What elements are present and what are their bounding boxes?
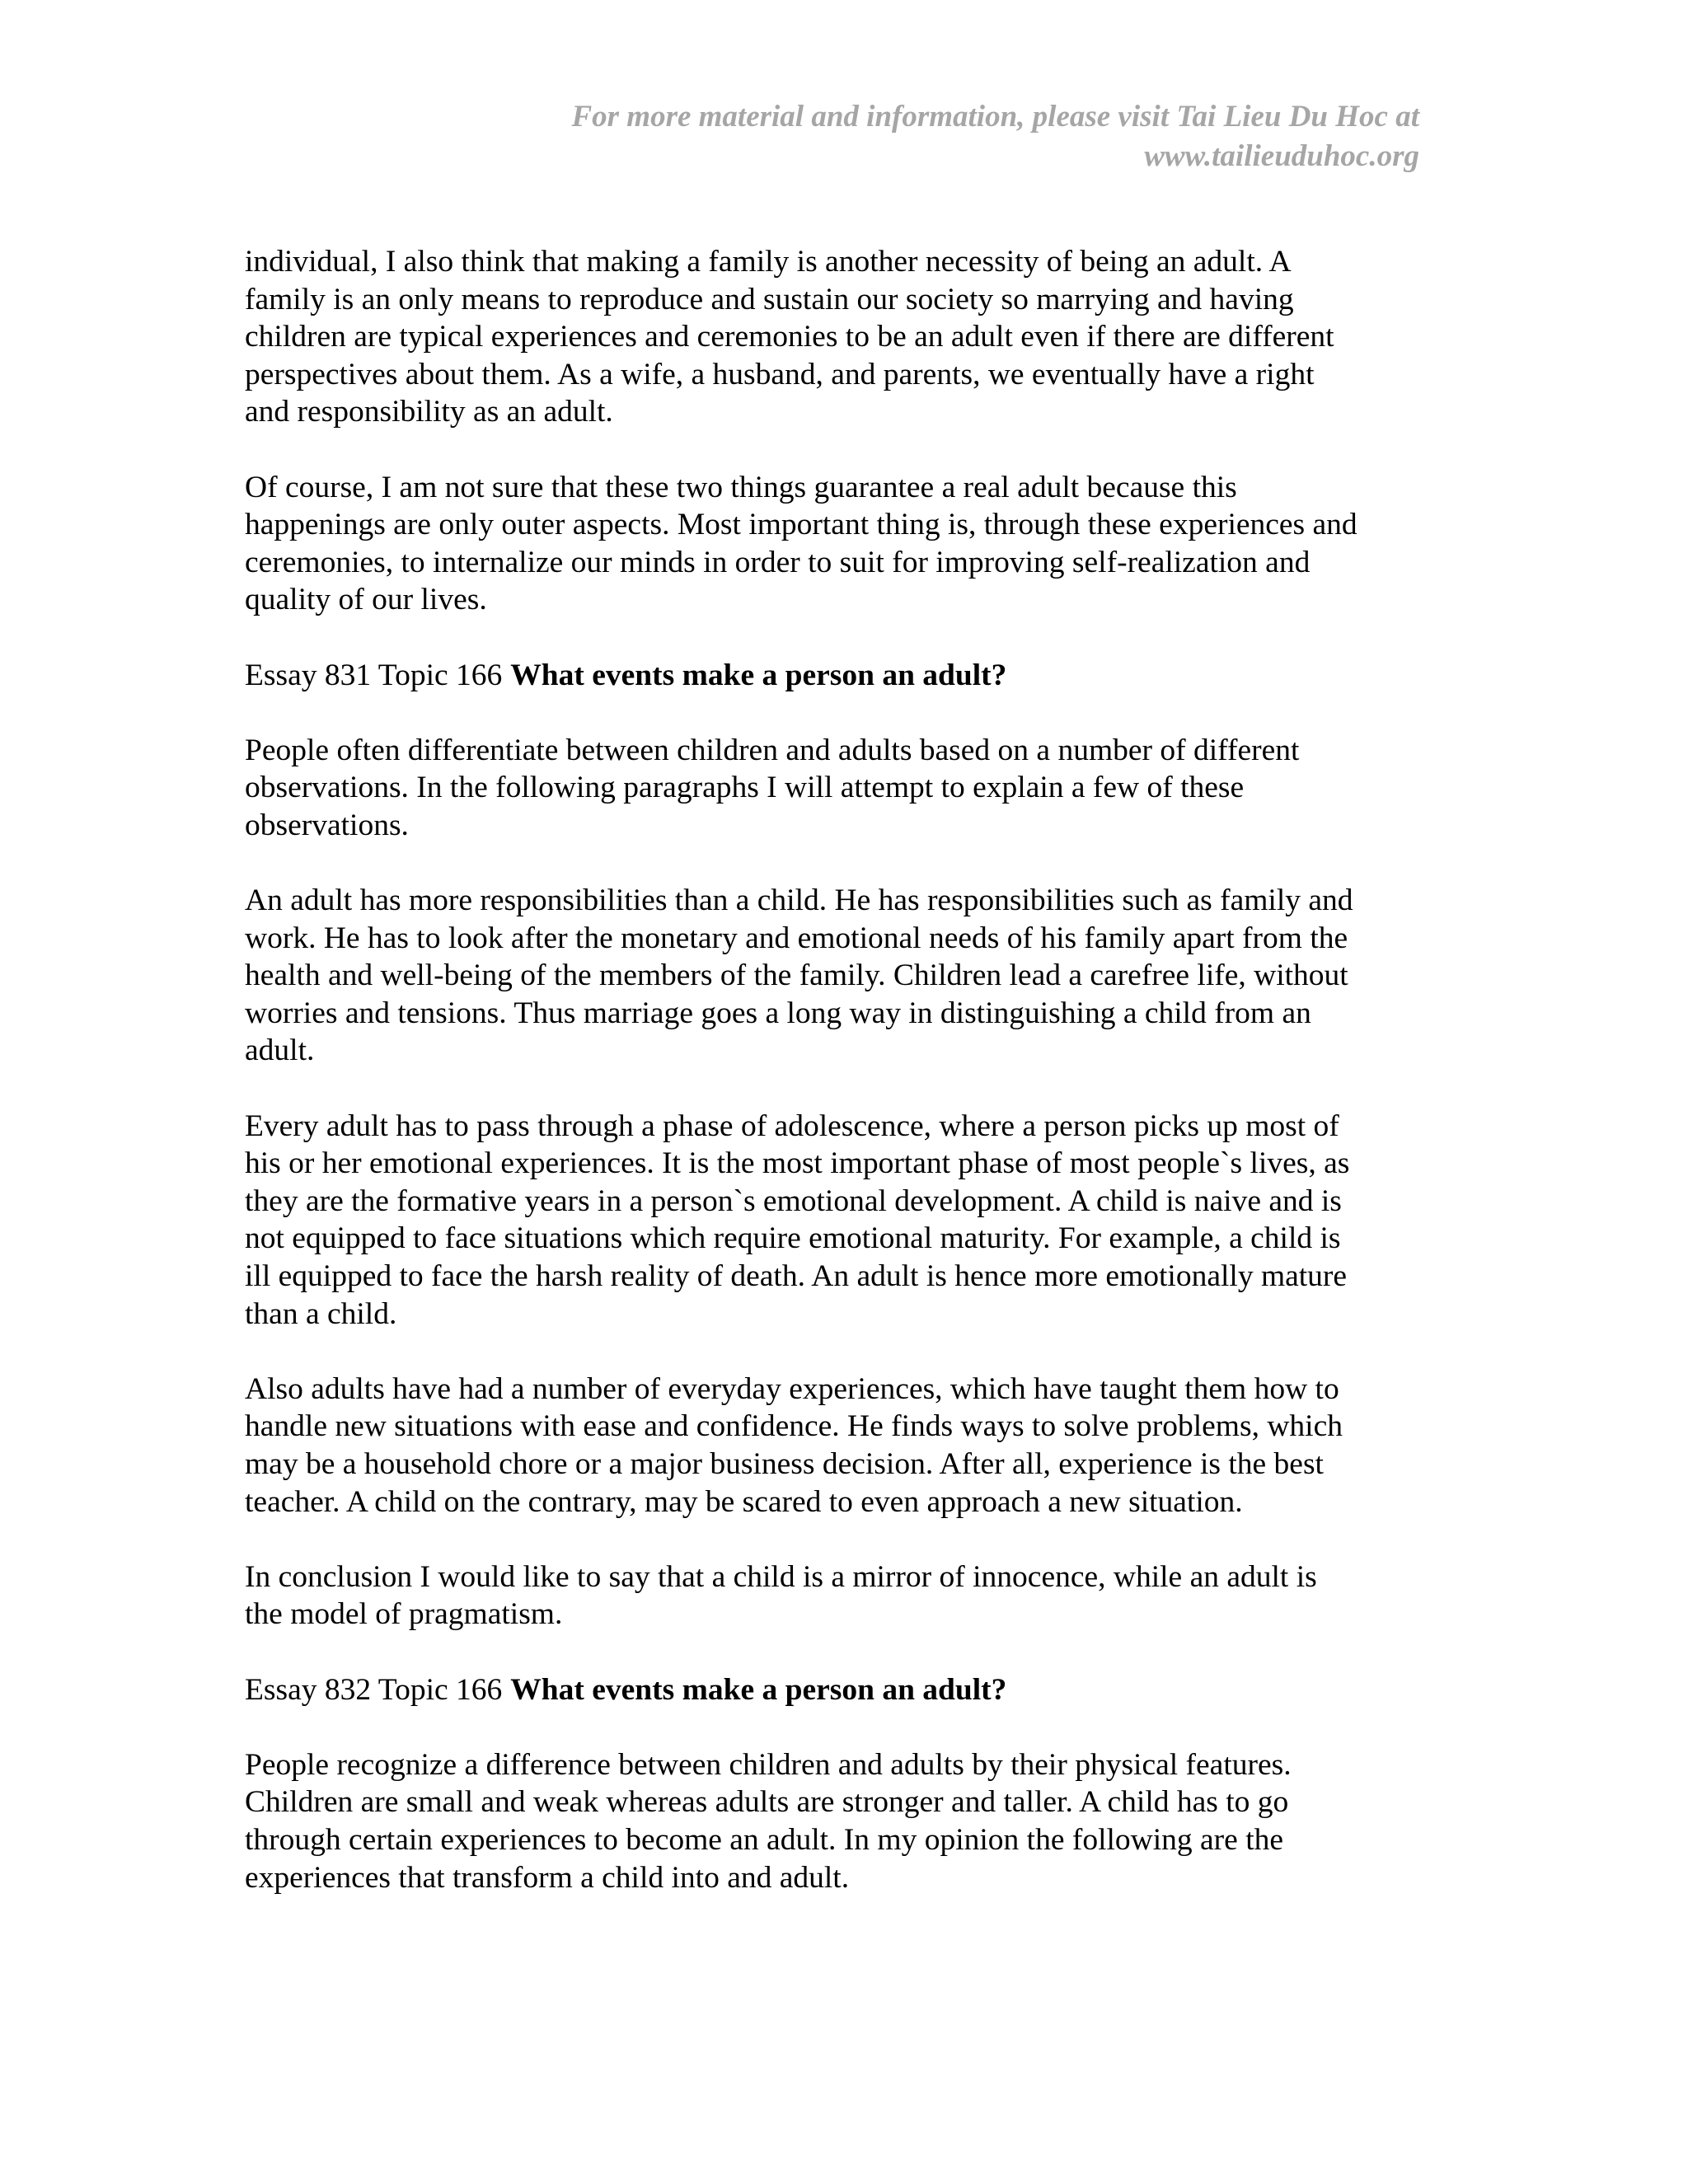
paragraph-line: work. He has to look after the monetary and emotional needs of his family apart from the: [245, 921, 1348, 955]
paragraph: [245, 469, 1432, 619]
essay-heading: [245, 1671, 1432, 1709]
paragraph-line: individual, I also think that making a family is another necessity of being an adult. A: [245, 245, 1292, 279]
paragraph: [245, 1558, 1432, 1633]
paragraph-line: adult.: [245, 1033, 315, 1068]
paragraph-line: happenings are only outer aspects. Most important thing is, through these experiences and: [245, 508, 1357, 542]
paragraph-line: experiences that transform a child into and adult.: [245, 1860, 850, 1895]
paragraph-line: perspectives about them. As a wife, a husband, and parents, we eventually have a right: [245, 357, 1315, 391]
paragraph-line: health and well-being of the members of the family. Children lead a carefree life, without: [245, 958, 1348, 993]
paragraph: [245, 243, 1432, 431]
paragraph-line: worries and tensions. Thus marriage goes a long way in distinguishing a child from an: [245, 996, 1311, 1030]
paragraph-line: People recognize a difference between children and adults by their physical features.: [245, 1747, 1292, 1782]
paragraph-line: ceremonies, to internalize our minds in order to suit for improving self-realization and: [245, 545, 1311, 579]
paragraph: [245, 882, 1432, 1070]
paragraph-line: may be a household chore or a major business decision. After all, experience is the best: [245, 1447, 1324, 1481]
paragraph-line: observations. In the following paragraphs I will attempt to explain a few of these: [245, 771, 1245, 805]
paragraph-line: People often differentiate between children and adults based on a number of different: [245, 733, 1300, 767]
essay-label: Essay 832 Topic 166: [245, 1672, 503, 1707]
paragraph-line: not equipped to face situations which require emotional maturity. For example, a child is: [245, 1221, 1341, 1256]
essay-heading: [245, 657, 1432, 695]
paragraph-line: Every adult has to pass through a phase of adolescence, where a person picks up most of: [245, 1108, 1339, 1143]
paragraph-line: Of course, I am not sure that these two things guarantee a real adult because this: [245, 470, 1237, 504]
paragraph-line: Also adults have had a number of everyday experiences, which have taught them how to: [245, 1371, 1339, 1406]
paragraph: [245, 732, 1432, 845]
paragraph-line: handle new situations with ease and confidence. He finds ways to solve problems, which: [245, 1409, 1343, 1444]
paragraph-line: quality of our lives.: [245, 583, 487, 617]
paragraph: [245, 1371, 1432, 1521]
paragraph-line: the model of pragmatism.: [245, 1597, 563, 1632]
paragraph-line: they are the formative years in a person`s emotional development. A child is naive and is: [245, 1183, 1342, 1218]
paragraph-line: In conclusion I would like to say that a child is a mirror of innocence, while an adult is: [245, 1559, 1317, 1594]
essay-title: What events make a person an adult?: [510, 1672, 1007, 1707]
page-header: [265, 97, 1419, 176]
paragraph-line: observations.: [245, 808, 409, 842]
paragraph-line: his or her emotional experiences. It is the most important phase of most people`s lives, as: [245, 1146, 1350, 1181]
paragraph: [245, 1108, 1432, 1333]
paragraph-line: An adult has more responsibilities than a child. He has responsibilities such as family and: [245, 883, 1353, 918]
paragraph-line: family is an only means to reproduce and sustain our society so marrying and having: [245, 282, 1294, 316]
essay-title: What events make a person an adult?: [510, 658, 1007, 692]
paragraph-line: than a child.: [245, 1296, 397, 1331]
header-line-1: For more material and information, please visit Tai Lieu Du Hoc at: [571, 100, 1419, 134]
paragraph-line: ill equipped to face the harsh reality of death. An adult is hence more emotionally mature: [245, 1259, 1348, 1294]
paragraph-line: Children are small and weak whereas adults are stronger and taller. A child has to go: [245, 1785, 1289, 1820]
paragraph: [245, 1746, 1432, 1896]
paragraph-line: through certain experiences to become an adult. In my opinion the following are the: [245, 1822, 1284, 1857]
paragraph-line: teacher. A child on the contrary, may be scared to even approach a new situation.: [245, 1484, 1243, 1519]
document-body: [245, 243, 1432, 1934]
paragraph-line: children are typical experiences and ceremonies to be an adult even if there are different: [245, 320, 1334, 354]
essay-label: Essay 831 Topic 166: [245, 658, 503, 692]
header-url: www.tailieuduhoc.org: [1144, 139, 1419, 173]
paragraph-line: and responsibility as an adult.: [245, 395, 613, 429]
